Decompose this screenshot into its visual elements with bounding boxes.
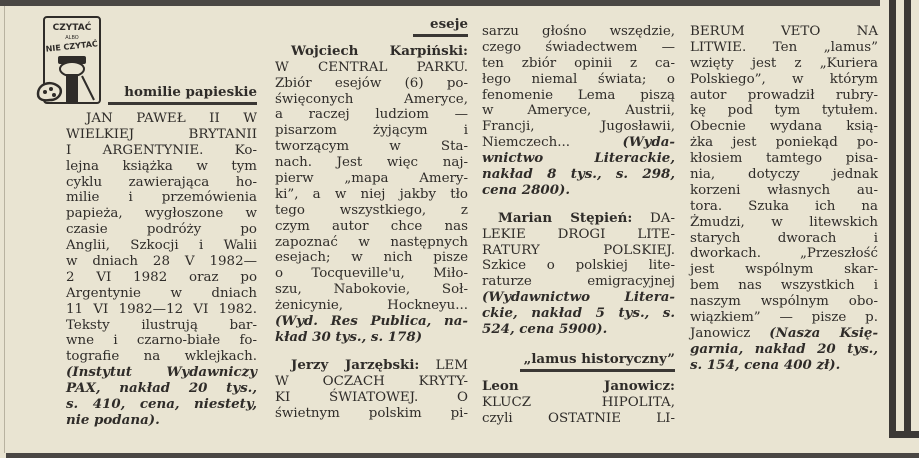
text-line: pierw „mapa Amery- bbox=[275, 171, 468, 187]
text-line: naszym wspólnym obo- bbox=[690, 294, 878, 310]
text-line: wne i czarno-białe fo- bbox=[66, 333, 257, 349]
text-line: KLUCZ HIPOLITA, bbox=[482, 394, 675, 410]
column-three bbox=[482, 24, 675, 427]
column-four bbox=[690, 24, 878, 374]
text-line: wzięty jest z „Kuriera bbox=[690, 55, 878, 71]
text-line: 11 VI 1982—12 VI 1982. bbox=[66, 301, 257, 317]
author-name: Marian Stępień: bbox=[498, 209, 633, 226]
text-line: W CENTRAL PARKU. bbox=[275, 59, 468, 75]
text-line: esejach; w nich pisze bbox=[275, 250, 468, 266]
text-line: ten zbiór opinii z ca- bbox=[482, 55, 675, 71]
text-line: łego niemal świata; o bbox=[482, 71, 675, 87]
text-line: szu, Nabokovie, Soł- bbox=[275, 282, 468, 298]
publisher-line: wnictwo Literackie, bbox=[482, 150, 675, 167]
publisher-line: garnia, nakład 20 tys., bbox=[690, 340, 878, 357]
text-line: wiązkiem” — pisze p. bbox=[690, 310, 878, 326]
text-line: o Tocqueville'u, Miło- bbox=[275, 266, 468, 282]
text-line: zapoznać w następnych bbox=[275, 234, 468, 250]
svg-text:CZYTAĆ: CZYTAĆ bbox=[52, 23, 92, 33]
review-stepien-heading bbox=[482, 211, 675, 227]
svg-text:ALBO: ALBO bbox=[65, 35, 79, 41]
text-line: nach. Jest więc naj- bbox=[275, 155, 468, 171]
text-line: Żmudzi, w litewskich bbox=[690, 214, 878, 230]
text-line: dworkach. „Przeszłość bbox=[690, 246, 878, 262]
text-line: czasie podróży po bbox=[66, 222, 257, 238]
text-line: milie i przemówienia bbox=[66, 190, 257, 206]
top-border-rule bbox=[0, 0, 880, 6]
text-line: LITWIE. Ten „lamus” bbox=[690, 39, 878, 55]
publisher-line: PAX, nakład 20 tys., bbox=[66, 380, 257, 397]
publisher-line: s. 410, cena, niestety, bbox=[66, 396, 257, 413]
text-line: ki”, a w niej jakby tło bbox=[275, 186, 468, 202]
text-line: tego wszystkiego, z bbox=[275, 202, 468, 218]
text-line: fenomenie Lema piszą bbox=[482, 87, 675, 103]
text-line: RATURY POLSKIEJ. bbox=[482, 242, 675, 258]
text-line: Argentynie w dniach bbox=[66, 285, 257, 301]
text-line: WIELKIEJ BRYTANII bbox=[66, 126, 257, 142]
publisher-line: cena 2800). bbox=[482, 181, 571, 198]
text-line: lejna książka w tym bbox=[66, 158, 257, 174]
text-line: świetnym polskim pi- bbox=[275, 405, 468, 421]
text-line: Polskiego”, w którym bbox=[690, 71, 878, 87]
text-line: jest wspólnym skar- bbox=[690, 262, 878, 278]
text-line: kłosiem tamtego pisa- bbox=[690, 151, 878, 167]
bottom-border-rule bbox=[6, 453, 919, 458]
text-line: W OCZACH KRYTY- bbox=[275, 373, 468, 389]
author-name: Wojciech Karpiński: bbox=[291, 42, 468, 59]
text-line: Zbiór esejów (6) po- bbox=[275, 75, 468, 91]
text-line: Francji, Jugosławii, bbox=[482, 119, 675, 135]
publisher-line: nakład 8 tys., s. 298, bbox=[482, 166, 675, 183]
publisher-line: (Wyd. Res Publica, na- bbox=[275, 313, 468, 330]
text-line: czego świadectwem — bbox=[482, 39, 675, 55]
text-line: BERUM VETO NA bbox=[690, 24, 878, 39]
publisher-line: ckie, nakład 5 tys., s. bbox=[482, 305, 675, 322]
text-line: papieża, wygłoszone w bbox=[66, 206, 257, 222]
text-line: a raczej ludziom — bbox=[275, 107, 468, 123]
text-line: autor prowadził rubry- bbox=[690, 87, 878, 103]
author-name: Jerzy Jarzębski: bbox=[291, 356, 420, 373]
text-line: bem nas wszystkich i bbox=[690, 278, 878, 294]
text-line: nia, dotyczy jednak bbox=[690, 167, 878, 183]
text-line: sarzu głośno wszędzie, bbox=[482, 24, 675, 39]
text-line: kę pod tym tytułem. bbox=[690, 103, 878, 119]
review-homilie bbox=[66, 111, 257, 429]
text-line: czyli OSTATNIE LI- bbox=[482, 410, 675, 426]
text-line: JAN PAWEŁ II W bbox=[86, 111, 257, 126]
text-line: żenicynie, Hockneyu... bbox=[275, 298, 468, 314]
text-line: KI ŚWIATOWEJ. O bbox=[275, 389, 468, 405]
text-line: tografie na wklejkach. bbox=[66, 349, 257, 365]
text-line: Obecnie wydana ksią- bbox=[690, 119, 878, 135]
text-line: Anglii, Szkocji i Walii bbox=[66, 238, 257, 254]
column-homilie bbox=[108, 85, 257, 112]
text-line: Teksty ilustrują bar- bbox=[66, 317, 257, 333]
text-line: tora. Szuka ich na bbox=[690, 198, 878, 214]
column-eseje bbox=[275, 17, 468, 421]
publisher-line: s. 154, cena 400 zł). bbox=[690, 356, 841, 373]
text-line: cyklu zawierająca ho- bbox=[66, 174, 257, 190]
text-line: starych dworach i bbox=[690, 230, 878, 246]
section-heading-lamus: „lamus historyczny” bbox=[520, 352, 675, 372]
review-lamus-last-line: Janowicz (Nasza Księ- bbox=[690, 324, 878, 341]
publisher-line: kład 30 tys., s. 178) bbox=[275, 328, 423, 345]
text-line: tworzącym w Sta- bbox=[275, 139, 468, 155]
text-line: I ARGENTYNIE. Ko- bbox=[66, 142, 257, 158]
right-frame-border bbox=[889, 0, 919, 438]
text-line: raturze emigracyjnej bbox=[482, 274, 675, 290]
review-lem-heading bbox=[275, 358, 468, 374]
text-line: Szkice o polskiej lite- bbox=[482, 258, 675, 274]
author-name: Leon Janowicz: bbox=[482, 377, 675, 394]
section-heading-homilie: homilie papieskie bbox=[108, 85, 257, 105]
book-title-start: DA- bbox=[650, 210, 675, 226]
book-title-start: LEM bbox=[435, 357, 468, 373]
text-line: pisarzom żyjącym i bbox=[275, 123, 468, 139]
text-line: 2 VI 1982 oraz po bbox=[66, 269, 257, 285]
text-line: żka jest poniekąd po- bbox=[690, 135, 878, 151]
publisher-line: (Wydawnictwo Litera- bbox=[482, 289, 675, 306]
section-heading-eseje: eseje bbox=[413, 17, 468, 37]
publisher-line: 524, cena 5900). bbox=[482, 321, 608, 338]
text-line: LEKIE DROGI LITE- bbox=[482, 226, 675, 242]
publisher-line: nie podana). bbox=[66, 411, 160, 428]
text-line: w Ameryce, Austrii, bbox=[482, 103, 675, 119]
publisher-line: (Instytut Wydawniczy bbox=[66, 364, 257, 381]
text-line: czym autor chce nas bbox=[275, 218, 468, 234]
czytac-albo-nie-czytac-logo bbox=[36, 14, 102, 106]
text-line: święconych Ameryce, bbox=[275, 91, 468, 107]
text-line: korzeni własnych au- bbox=[690, 182, 878, 198]
svg-text:NIE CZYTAĆ: NIE CZYTAĆ bbox=[45, 39, 99, 54]
text-line: w dniach 28 V 1982— bbox=[66, 254, 257, 270]
painter-with-palette-icon bbox=[36, 14, 102, 106]
review-lem-last-line: Niemczech... (Wyda- bbox=[482, 134, 675, 151]
left-margin-rule bbox=[4, 6, 5, 453]
